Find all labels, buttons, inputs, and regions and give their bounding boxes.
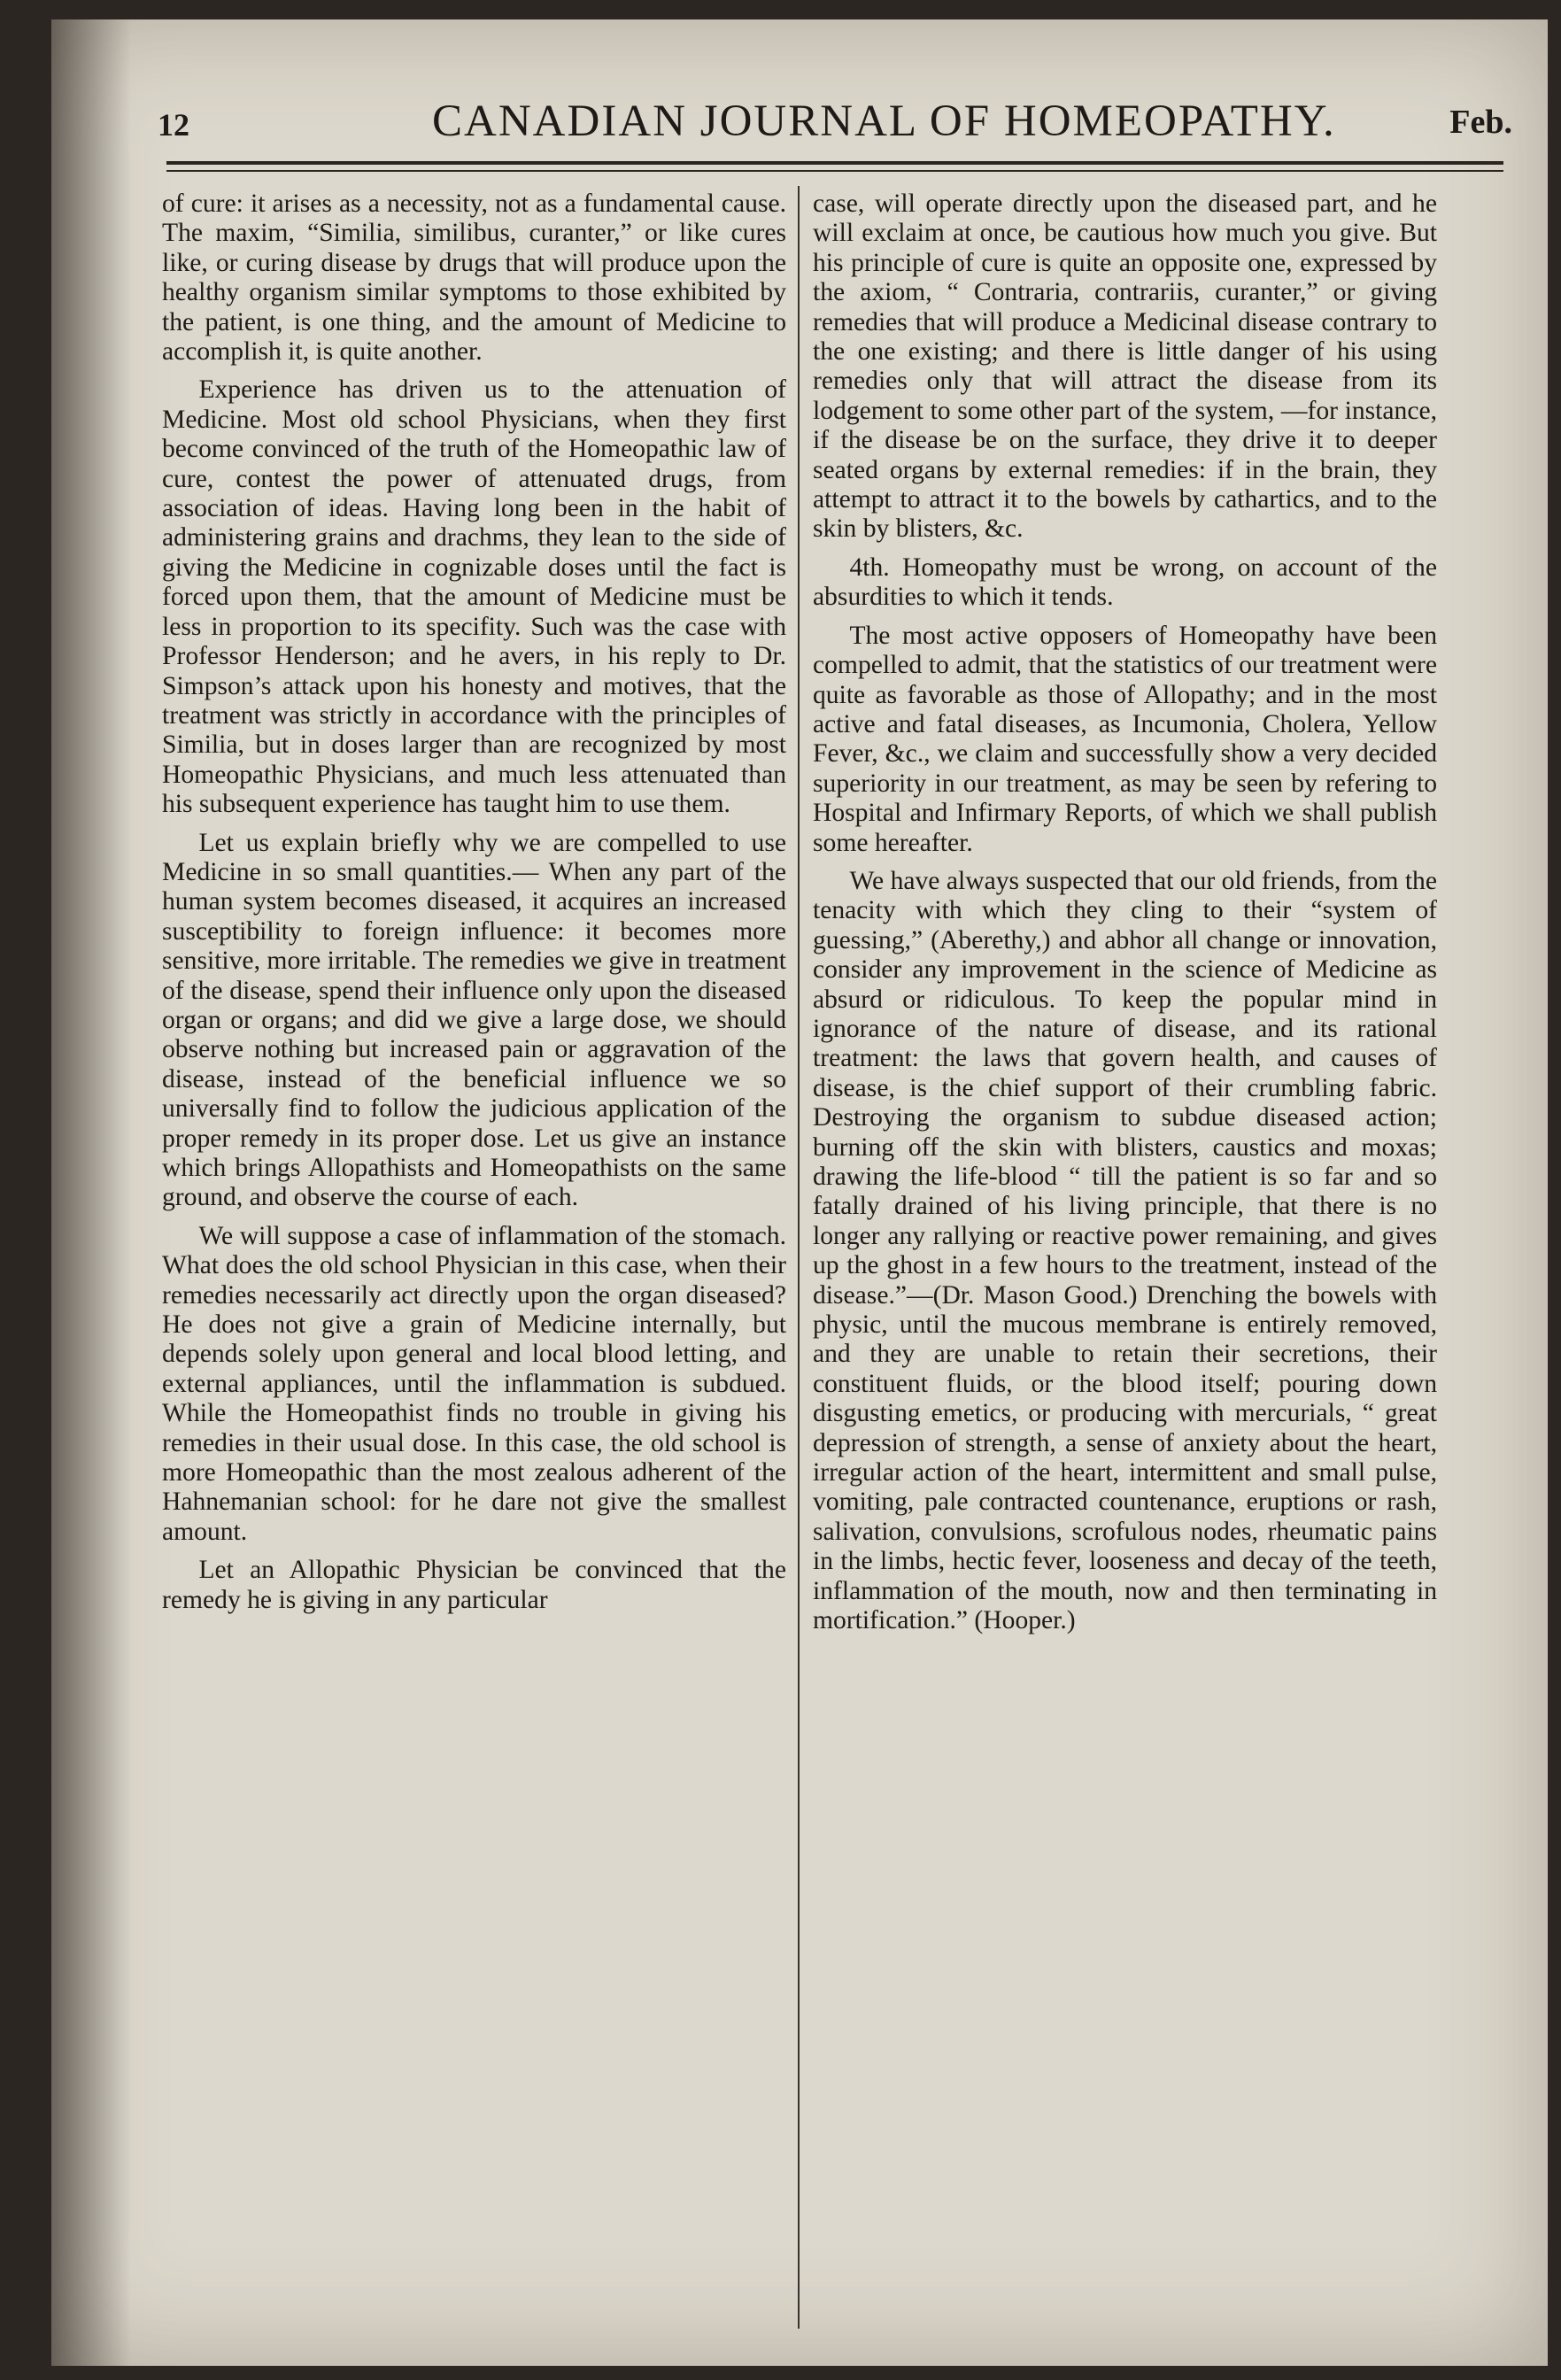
left-paragraph-2: Experience has driven us to the attenuation of Medicine. Most old school Physicians, when they first become convinced of the truth of the Homeopathic law of cure, contest the power of attenuated drugs, from association of ideas. Having long been in the habit of administering grains and drachms, they lean to the side of giving the Medicine in cognizable doses until the fact is forced upon them, that the amount of Medicine must be less in proportion to its specifity. Such was the case with Professor Henderson; and he avers, in his reply to Dr. Simpson’s attack upon his honesty and motives, that the treatment was strictly in accordance with the principles of Similia, but in doses larger than are recognized by most Homeopathic Physicians, and much less attenuated than his subsequent experience has taught him to use them.: [162, 375, 786, 819]
left-column: [162, 189, 786, 1624]
right-column: [813, 189, 1437, 1645]
page-number: 12: [158, 107, 189, 143]
binding-shadow: [51, 19, 131, 2366]
right-paragraph-2: The most active opposers of Homeopathy have been compelled to admit, that the statistics of our treatment were quite as favorable as those of Allopathy; and in the most active and fatal diseases, as Incumonia, Cholera, Yellow Fever, &c., we claim and successfully show a very decided superiority in our treatment, as may be seen by refering to Hospital and Infirmary Reports, of which we shall publish some hereafter.: [813, 621, 1437, 857]
left-paragraph-3: Let us explain briefly why we are compelled to use Medicine in so small quantities.— When any part of the human system becomes diseased, it acquires an increased susceptibility to foreign influence: it becomes more sensitive, more irritable. The remedies we give in treatment of the disease, spend their influence only upon the diseased organ or organs; and did we give a large dose, we should observe nothing but increased pain or aggravation of the disease, instead of the beneficial influence we so universally find to follow the judicious application of the proper remedy in its proper dose. Let us give an instance which brings Allopathists and Homeopathists on the same ground, and observe the course of each.: [162, 828, 786, 1212]
header-rule-thin: [166, 170, 1503, 172]
journal-title: CANADIAN JOURNAL OF HOMEOPATHY.: [432, 97, 1336, 146]
book-page: [51, 19, 1548, 2366]
column-divider: [798, 186, 800, 2329]
running-header: [158, 89, 1512, 151]
left-paragraph-4: We will suppose a case of inflammation of the stomach. What does the old school Physician in this case, when their remedies necessarily act directly upon the organ diseased? He does not give a grain of Medicine internally, but depends solely upon general and local blood letting, and external appliances, until the inflammation is subdued. While the Homeopathist finds no trouble in giving his remedies in their usual dose. In this case, the old school is more Homeopathic than the most zealous adherent of the Hahnemanian school: for he dare not give the smallest amount.: [162, 1221, 786, 1546]
left-paragraph-5: Let an Allopathic Physician be convinced that the remedy he is giving in any particular: [162, 1556, 786, 1614]
header-month: Feb.: [1449, 104, 1512, 141]
right-paragraph-continuation: case, will operate directly upon the diseased part, and he will exclaim at once, be cautious how much you give. But his principle of cure is quite an opposite one, expressed by the axiom, “ Contraria, contrariis, curanter,” or giving remedies that will produce a Medicinal disease contrary to the one existing; and there is little danger of his using remedies only that will attract the disease from its lodgement to some other part of the system, —for instance, if the disease be on the surface, they drive it to deeper seated organs by external remedies: if in the brain, they attempt to attract it to the bowels by cathartics, and to the skin by blisters, &c.: [813, 189, 1437, 544]
right-paragraph-1: 4th. Homeopathy must be wrong, on account of the absurdities to which it tends.: [813, 552, 1437, 612]
header-rule-thick: [166, 161, 1503, 165]
left-paragraph-1: of cure: it arises as a necessity, not as a fundamental cause. The maxim, “Similia, similibus, curanter,” or like cures like, or curing disease by drugs that will produce upon the healthy organism similar symptoms to those exhibited by the patient, is one thing, and the amount of Medicine to accomplish it, is quite another.: [162, 189, 786, 367]
right-paragraph-3: We have always suspected that our old friends, from the tenacity with which they cling to their “system of guessing,” (Aberethy,) and abhor all change or innovation, consider any improvement in the science of Medicine as absurd or ridiculous. To keep the popular mind in ignorance of the nature of disease, and its rational treatment: the laws that govern health, and causes of disease, is the chief support of their crumbling fabric. Destroying the organism to subdue diseased action; burning off the skin with blisters, caustics and moxas; drawing the life-blood “ till the patient is so far and so fatally drained of his living principle, that there is no longer any rallying or reactive power remaining, and gives up the ghost in a few hours to the treatment, instead of the disease.”—(Dr. Mason Good.) Drenching the bowels with physic, until the mucous membrane is entirely removed, and they are unable to retain their secretions, their constituent fluids, or the blood itself; pouring down disgusting emetics, or producing with mercurials, “ great depression of strength, a sense of anxiety about the heart, irregular action of the heart, intermittent and small pulse, vomiting, pale contracted countenance, eruptions or rash, salivation, convulsions, scrofulous nodes, rheumatic pains in the limbs, hectic fever, looseness and decay of the teeth, inflammation of the mouth, now and then terminating in mortification.” (Hooper.): [813, 866, 1437, 1635]
